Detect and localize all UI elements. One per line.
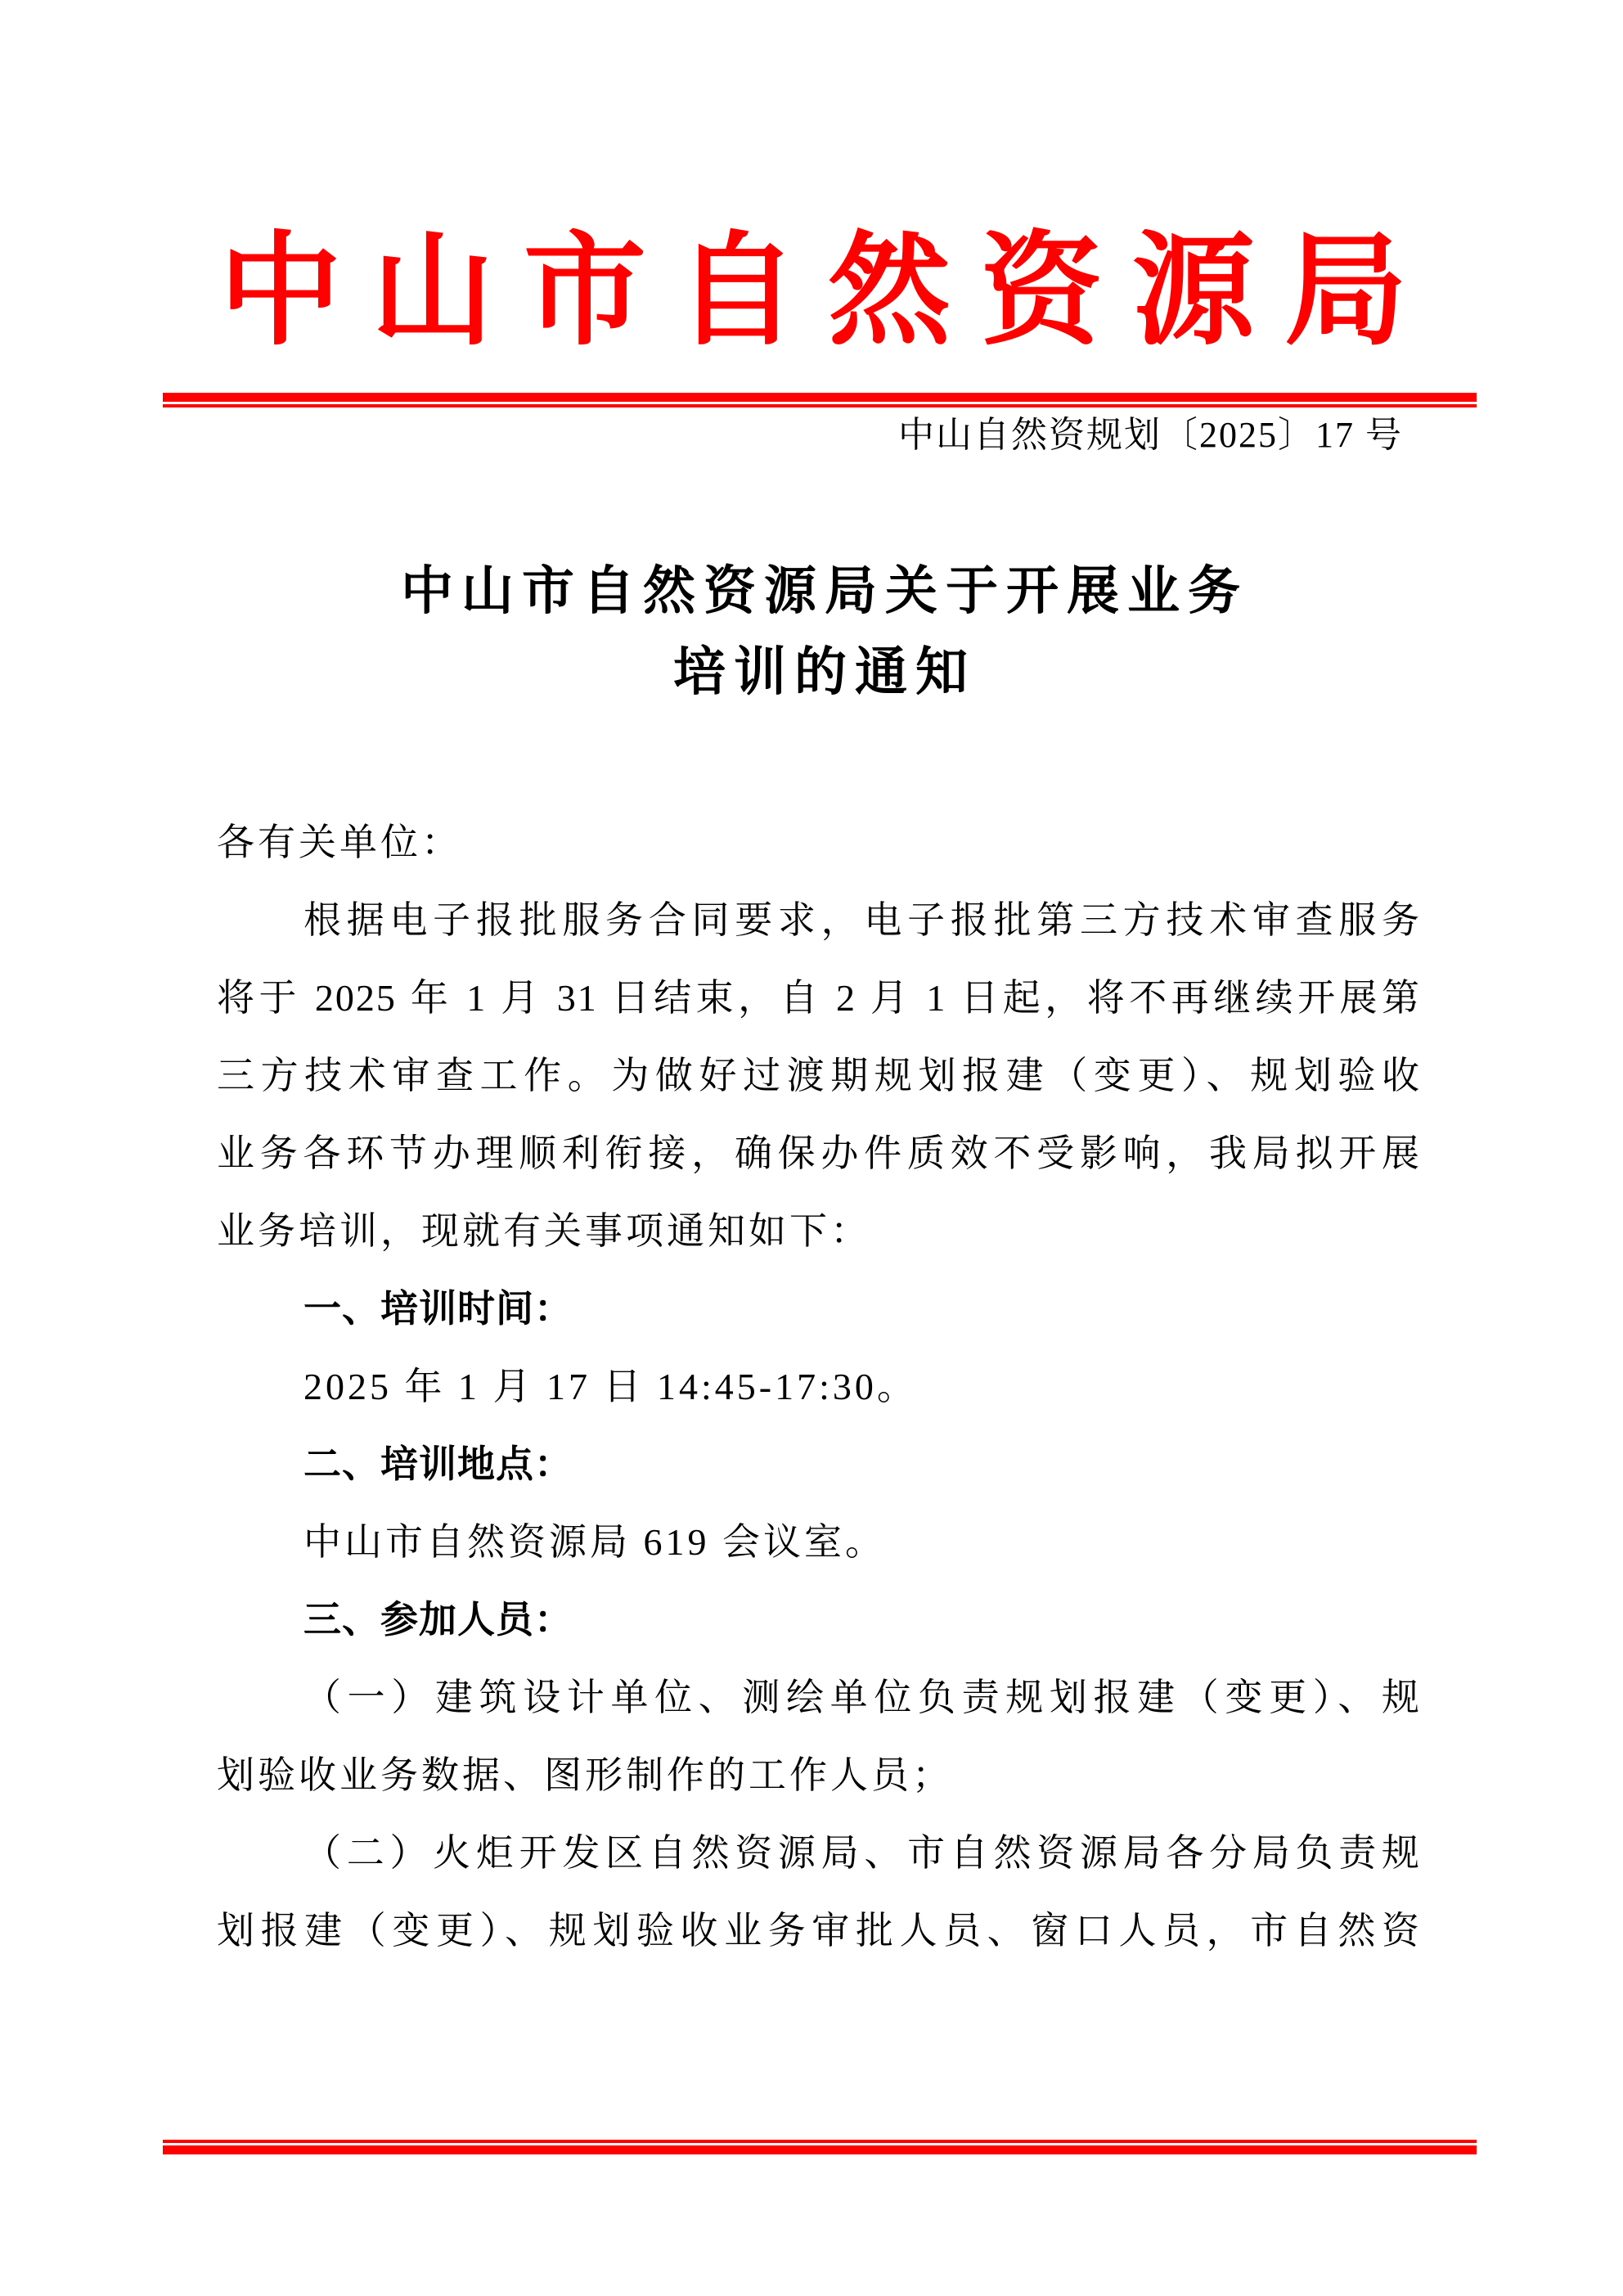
training-time-value: 2025 年 1 月 17 日 14:45-17:30。: [303, 1366, 918, 1407]
intro-paragraph-line: 业务培训，现就有关事项通知如下：: [217, 1210, 871, 1252]
intro-paragraph-line: 根据电子报批服务合同要求，电子报批第三方技术审查服务: [303, 899, 1421, 941]
agency-letterhead-title: 中山市自然资源局: [218, 224, 1436, 360]
header-separator-thin-line: [163, 404, 1477, 407]
salutation: 各有关单位：: [217, 822, 462, 863]
training-location-value: 中山市自然资源局 619 会议室。: [303, 1521, 886, 1563]
document-title-line2: 培训的通知: [673, 643, 976, 701]
section-1-heading-training-time: 一、培训时间：: [303, 1287, 573, 1330]
intro-paragraph-line: 将于 2025 年 1 月 31 日结束，自 2 月 1 日起，将不再继续开展第: [217, 977, 1421, 1019]
participants-item-1-line: 划验收业务数据、图形制作的工作人员；: [217, 1754, 953, 1796]
header-separator-thick-line: [163, 393, 1477, 402]
document-title-line1: 中山市自然资源局关于开展业务: [401, 562, 1248, 620]
participants-item-2-line: 划报建（变更）、规划验收业务审批人员、窗口人员，市自然资: [217, 1910, 1421, 1952]
intro-paragraph-line: 三方技术审查工作。为做好过渡期规划报建（变更）、规划验收: [217, 1055, 1421, 1096]
footer-separator-thin-line: [163, 2140, 1477, 2143]
document-body: [217, 804, 1421, 1970]
document-title: [13, 551, 1623, 713]
intro-paragraph-line: 业务各环节办理顺利衔接，确保办件质效不受影响，我局拟开展: [217, 1132, 1421, 1174]
document-number: 中山自然资规划〔2025〕17 号: [898, 415, 1403, 455]
section-2-heading-training-location: 二、培训地点：: [303, 1443, 573, 1485]
footer-separator-thick-line: [163, 2145, 1477, 2154]
participants-item-1-line: （一）建筑设计单位、测绘单位负责规划报建（变更）、规: [303, 1677, 1421, 1718]
participants-item-2-line: （二）火炬开发区自然资源局、市自然资源局各分局负责规: [303, 1832, 1421, 1874]
section-3-heading-participants: 三、参加人员：: [303, 1598, 573, 1641]
